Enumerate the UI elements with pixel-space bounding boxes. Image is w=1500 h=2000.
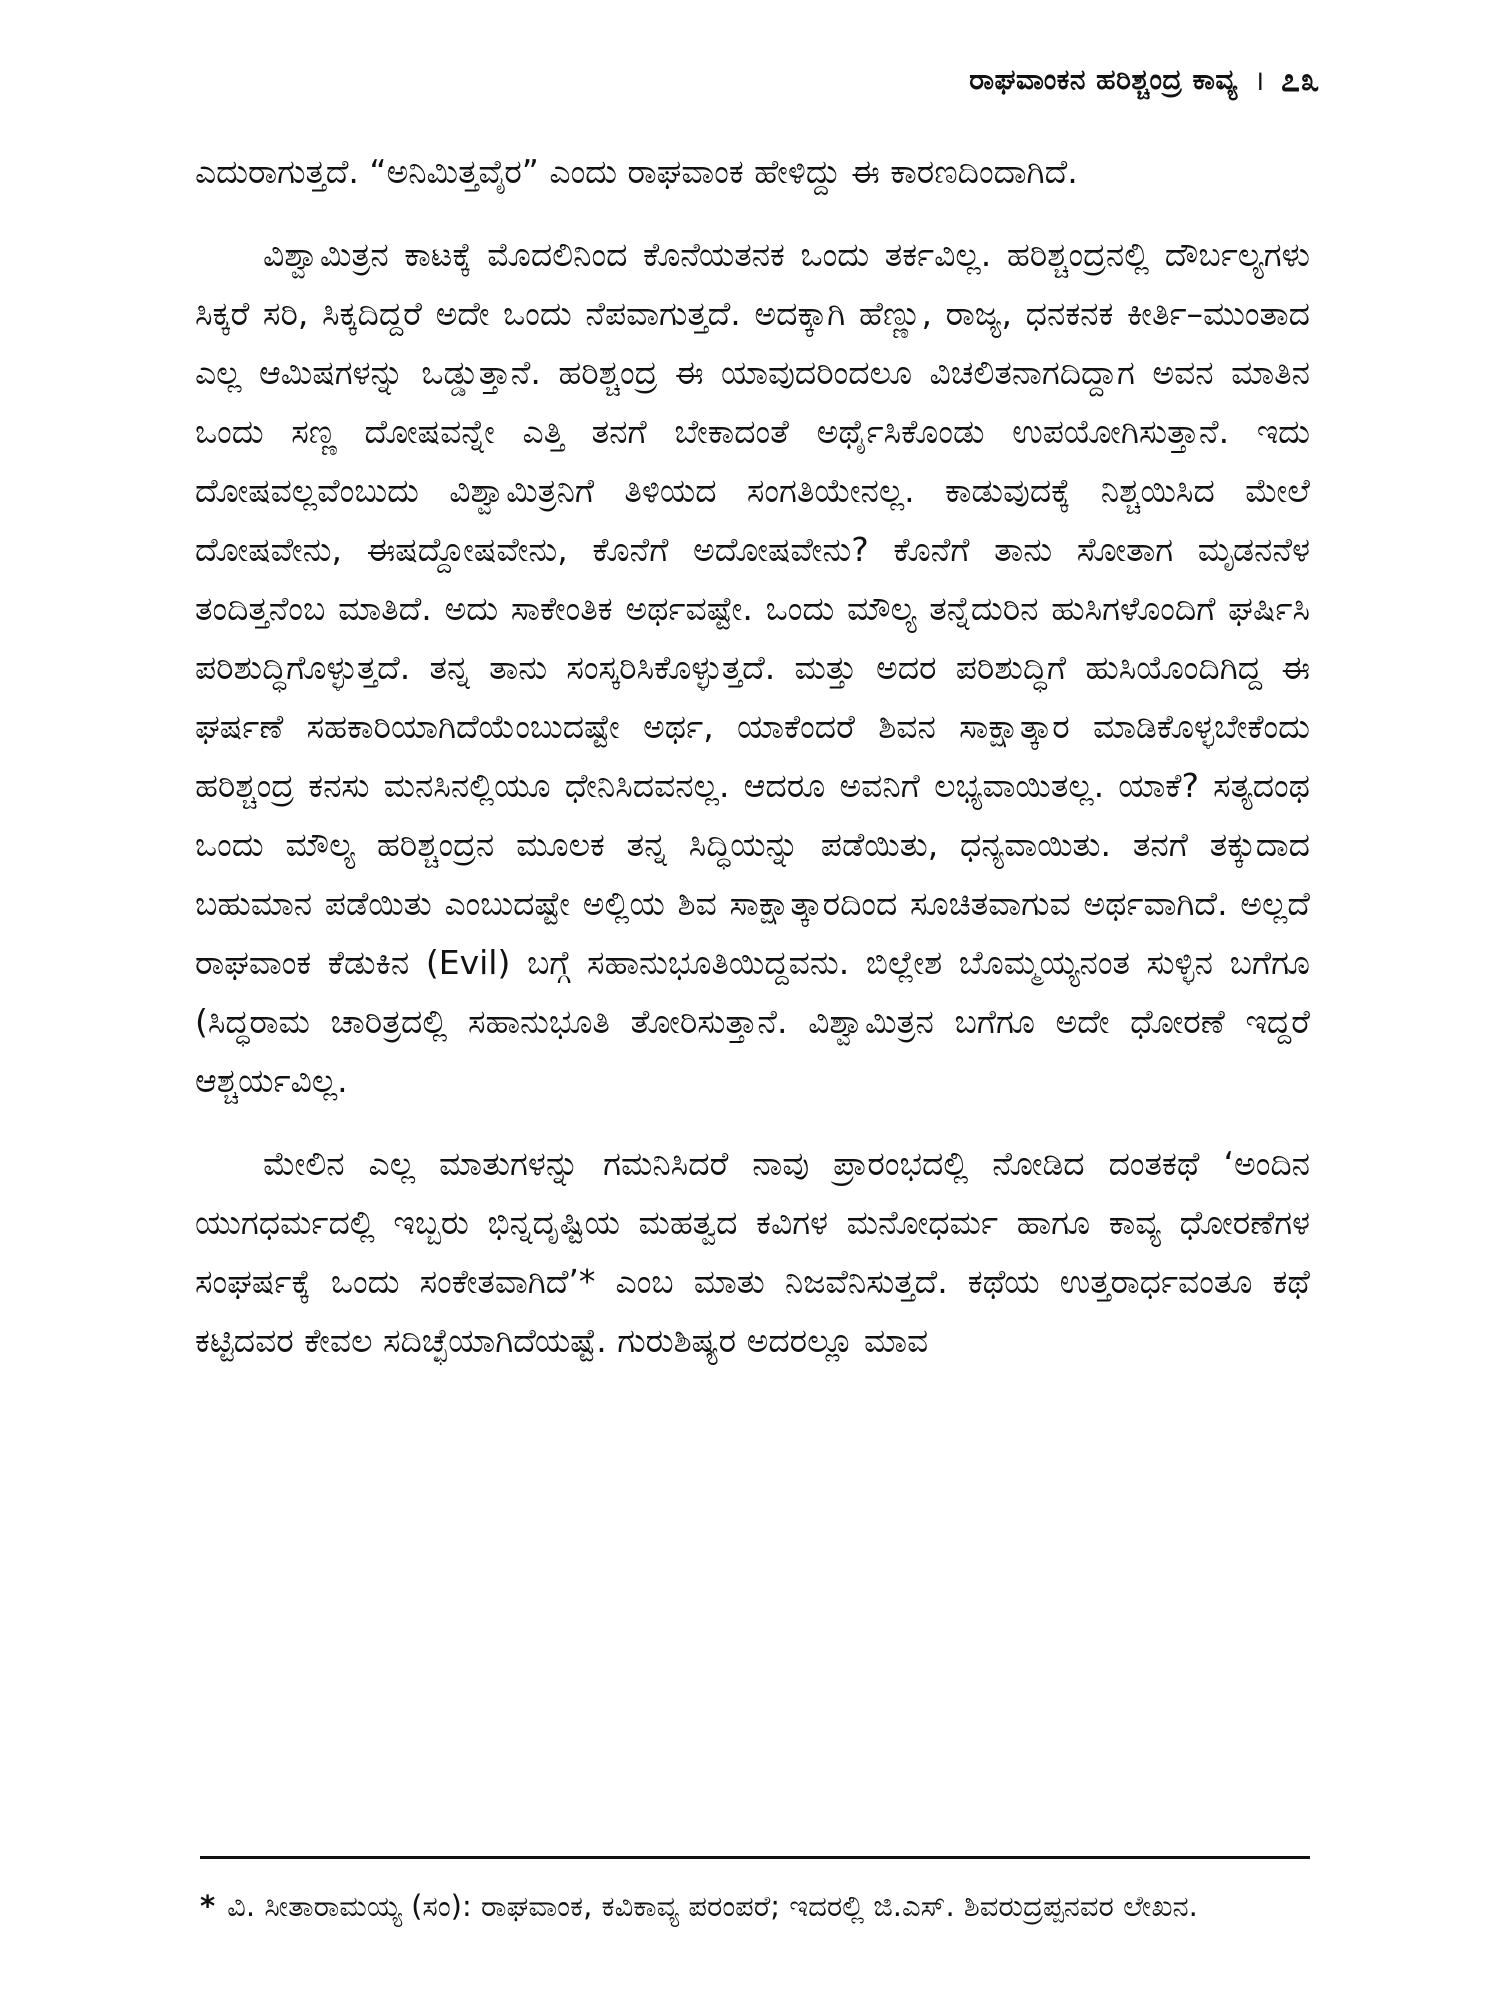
page-number: ೭೩	[1280, 60, 1320, 100]
page-body	[195, 142, 1310, 1394]
footnote-divider	[200, 1856, 1310, 1859]
paragraph-3: ಮೇಲಿನ ಎಲ್ಲ ಮಾತುಗಳನ್ನು ಗಮನಿಸಿದರೆ ನಾವು ಪ್ರಾರಂಭದಲ್ಲಿ ನೋಡಿದ ದಂತಕಥೆ ‘ಅಂದಿನ ಯುಗಧರ್ಮದಲ್ಲಿ ಇಬ್ಬರು ಭಿನ್ನದೃಷ್ಟಿಯ ಮಹತ್ವದ ಕವಿಗಳ ಮನೋಧರ್ಮ ಹಾಗೂ ಕಾವ್ಯ ಧೋರಣೆಗಳ ಸಂಘರ್ಷಕ್ಕೆ ಒಂದು ಸಂಕೇತವಾಗಿದೆ’* ಎಂಬ ಮಾತು ನಿಜವೆನಿಸುತ್ತದೆ. ಕಥೆಯ ಉತ್ತರಾರ್ಧವಂತೂ ಕಥೆ ಕಟ್ಟಿದವರ ಕೇವಲ ಸದಿಚ್ಛೆಯಾಗಿದೆಯಷ್ಟೆ. ಗುರುಶಿಷ್ಯರ ಅದರಲ್ಲೂ ಮಾವ	[195, 1144, 1310, 1360]
footnote-mark: *	[200, 1889, 216, 1923]
footnote-text: ವಿ. ಸೀತಾರಾಮಯ್ಯ (ಸಂ): ರಾಘವಾಂಕ, ಕವಿಕಾವ್ಯ ಪರಂಪರೆ; ಇದರಲ್ಲಿ ಜಿ.ಎಸ್. ಶಿವರುದ್ರಪ್ಪನವರ ಲೇಖನ.	[227, 1889, 1198, 1923]
paragraph-2: ವಿಶ್ವಾಮಿತ್ರನ ಕಾಟಕ್ಕೆ ಮೊದಲಿನಿಂದ ಕೊನೆಯತನಕ ಒಂದು ತರ್ಕವಿಲ್ಲ. ಹರಿಶ್ಚಂದ್ರನಲ್ಲಿ ದೌರ್ಬಲ್ಯಗಳು ಸಿಕ್ಕರೆ ಸರಿ, ಸಿಕ್ಕದಿದ್ದರೆ ಅದೇ ಒಂದು ನೆಪವಾಗುತ್ತದೆ. ಅದಕ್ಕಾಗಿ ಹೆಣ್ಣು, ರಾಜ್ಯ, ಧನಕನಕ ಕೀರ್ತಿ–ಮುಂತಾದ ಎಲ್ಲ ಆಮಿಷಗಳನ್ನು ಒಡ್ಡುತ್ತಾನೆ. ಹರಿಶ್ಚಂದ್ರ ಈ ಯಾವುದರಿಂದಲೂ ವಿಚಲಿತನಾಗದಿದ್ದಾಗ ಅವನ ಮಾತಿನ ಒಂದು ಸಣ್ಣ ದೋಷವನ್ನೇ ಎತ್ತಿ ತನಗೆ ಬೇಕಾದಂತೆ ಅರ್ಥೈಸಿಕೊಂಡು ಉಪಯೋಗಿಸುತ್ತಾನೆ. ಇದು ದೋಷವಲ್ಲವೆಂಬುದು ವಿಶ್ವಾಮಿತ್ರನಿಗೆ ತಿಳಿಯದ ಸಂಗತಿಯೇನಲ್ಲ. ಕಾಡುವುದಕ್ಕೆ ನಿಶ್ಚಯಿಸಿದ ಮೇಲೆ ದೋಷವೇನು, ಈಷದ್ದೋಷವೇನು, ಕೊನೆಗೆ ಅದೋಷವೇನು? ಕೊನೆಗೆ ತಾನು ಸೋತಾಗ ಮೃಡನನೆಳ ತಂದಿತ್ತನೆಂಬ ಮಾತಿದೆ. ಅದು ಸಾಕೇಂತಿಕ ಅರ್ಥವಷ್ಟೇ. ಒಂದು ಮೌಲ್ಯ ತನ್ನೆದುರಿನ ಹುಸಿಗಳೊಂದಿಗೆ ಘರ್ಷಿಸಿ ಪರಿಶುದ್ಧಿಗೊಳ್ಳುತ್ತದೆ. ತನ್ನ ತಾನು ಸಂಸ್ಕರಿಸಿಕೊಳ್ಳುತ್ತದೆ. ಮತ್ತು ಅದರ ಪರಿಶುದ್ಧಿಗೆ ಹುಸಿಯೊಂದಿಗಿದ್ದ ಈ ಘರ್ಷಣೆ ಸಹಕಾರಿಯಾಗಿದೆಯೆಂಬುದಷ್ಟೇ ಅರ್ಥ, ಯಾಕೆಂದರೆ ಶಿವನ ಸಾಕ್ಷಾತ್ಕಾರ ಮಾಡಿಕೊಳ್ಳಬೇಕೆಂದು ಹರಿಶ್ಚಂದ್ರ ಕನಸು ಮನಸಿನಲ್ಲಿಯೂ ಧೇನಿಸಿದವನಲ್ಲ. ಆದರೂ ಅವನಿಗೆ ಲಭ್ಯವಾಯಿತಲ್ಲ. ಯಾಕೆ? ಸತ್ಯದಂಥ ಒಂದು ಮೌಲ್ಯ ಹರಿಶ್ಚಂದ್ರನ ಮೂಲಕ ತನ್ನ ಸಿದ್ಧಿಯನ್ನು ಪಡೆಯಿತು, ಧನ್ಯವಾಯಿತು. ತನಗೆ ತಕ್ಕುದಾದ ಬಹುಮಾನ ಪಡೆಯಿತು ಎಂಬುದಷ್ಟೇ ಅಲ್ಲಿಯ ಶಿವ ಸಾಕ್ಷಾತ್ಕಾರದಿಂದ ಸೂಚಿತವಾಗುವ ಅರ್ಥವಾಗಿದೆ. ಅಲ್ಲದೆ ರಾಘವಾಂಕ ಕೆಡುಕಿನ (Evil) ಬಗ್ಗೆ ಸಹಾನುಭೂತಿಯಿದ್ದವನು. ಬಿಲ್ಲೇಶ ಬೊಮ್ಮಯ್ಯನಂತ ಸುಳ್ಳಿನ ಬಗೆಗೂ (ಸಿದ್ಧರಾಮ ಚಾರಿತ್ರದಲ್ಲಿ ಸಹಾನುಭೂತಿ ತೋರಿಸುತ್ತಾನೆ. ವಿಶ್ವಾಮಿತ್ರನ ಬಗೆಗೂ ಅದೇ ಧೋರಣೆ ಇದ್ದರೆ ಆಶ್ಚರ್ಯವಿಲ್ಲ.	[195, 235, 1310, 1100]
running-header	[969, 60, 1320, 100]
header-title: ರಾಘವಾಂಕನ ಹರಿಶ್ಚಂದ್ರ ಕಾವ್ಯ	[969, 63, 1238, 96]
paragraph-1: ಎದುರಾಗುತ್ತದೆ. “ಅನಿಮಿತ್ತವೈರ” ಎಂದು ರಾಘವಾಂಕ ಹೇಳಿದ್ದು ಈ ಕಾರಣದಿಂದಾಗಿದೆ.	[195, 152, 1078, 191]
header-separator: ।	[1253, 64, 1265, 97]
footnote	[200, 1880, 1310, 1932]
